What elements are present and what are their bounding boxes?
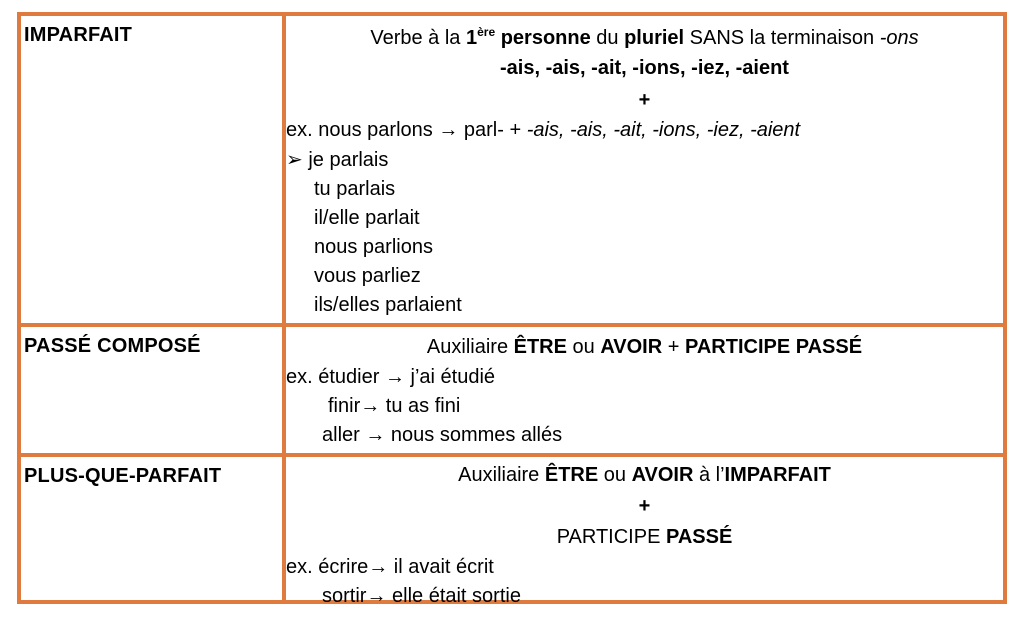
imparfait-example: ex. nous parlons → parl- + -ais, -ais, -ait, -ions, -iez, -aient bbox=[286, 119, 801, 141]
column-divider bbox=[282, 16, 286, 600]
imparfait-conj-3: il/elle parlait bbox=[314, 207, 420, 229]
passe-compose-example-2: finir→ tu as fini bbox=[328, 395, 461, 417]
imparfait-conj-2: tu parlais bbox=[314, 178, 396, 200]
label-imparfait: IMPARFAIT bbox=[24, 24, 133, 46]
imparfait-conj-1: ➢ je parlais bbox=[286, 149, 389, 171]
imparfait-conj-5: vous parliez bbox=[314, 265, 421, 287]
passe-compose-example-3: aller → nous sommes allés bbox=[322, 424, 563, 446]
cell-imparfait-rule bbox=[286, 16, 1003, 323]
cell-plus-que-parfait-rule bbox=[286, 457, 1003, 607]
imparfait-conj-6: ils/elles parlaient bbox=[314, 294, 462, 316]
passe-compose-rule-line: Auxiliaire ÊTRE ou AVOIR + PARTICIPE PASSÉ bbox=[426, 336, 863, 358]
label-passe-compose: PASSÉ COMPOSÉ bbox=[24, 335, 201, 357]
arrow-bullet-icon: ➢ bbox=[286, 149, 303, 171]
row-imparfait bbox=[21, 16, 1003, 323]
row-divider bbox=[21, 453, 1003, 457]
imparfait-plus-sign: + bbox=[638, 89, 651, 111]
pqp-participe-line: PARTICIPE PASSÉ bbox=[556, 526, 733, 548]
row-divider bbox=[21, 323, 1003, 327]
row-plus-que-parfait bbox=[21, 457, 1003, 607]
label-plus-que-parfait: PLUS-QUE-PARFAIT bbox=[24, 465, 222, 487]
passe-compose-example-1: ex. étudier → j’ai étudié bbox=[286, 366, 496, 388]
cell-passe-compose-rule bbox=[286, 327, 1003, 453]
conjugation-table bbox=[17, 12, 1007, 607]
pqp-example-1: ex. écrire→ il avait écrit bbox=[286, 556, 494, 578]
imparfait-conj-4: nous parlions bbox=[314, 236, 433, 258]
imparfait-endings: -ais, -ais, -ait, -ions, -iez, -aient bbox=[500, 57, 789, 79]
pqp-rule-line: Auxiliaire ÊTRE ou AVOIR à l’IMPARFAIT bbox=[458, 464, 831, 486]
pqp-example-2: sortir→ elle était sortie bbox=[322, 585, 521, 607]
imparfait-rule-line: Verbe à la 1ère personne du pluriel SANS la terminaison -ons bbox=[370, 25, 919, 49]
pqp-plus-sign: + bbox=[638, 495, 651, 517]
row-passe-compose bbox=[21, 327, 1003, 453]
